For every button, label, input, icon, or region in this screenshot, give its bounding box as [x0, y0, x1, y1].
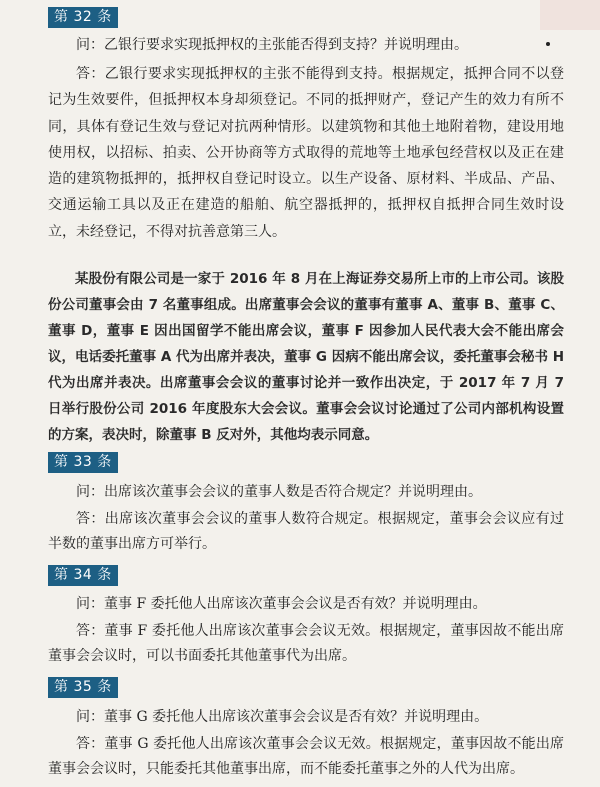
article-33-tag: 第 33 条	[48, 452, 118, 473]
article-34-question: 问：董事 F 委托他人出席该次董事会会议是否有效？并说明理由。	[76, 596, 487, 612]
article-32-question: 问：乙银行要求实现抵押权的主张能否得到支持？并说明理由。	[76, 37, 468, 53]
article-35-question: 问：董事 G 委托他人出席该次董事会会议是否有效？并说明理由。	[76, 709, 489, 725]
article-32-tag: 第 32 条	[48, 7, 118, 28]
article-35-answer: 答：董事 G 委托他人出席该次董事会会议无效。根据规定，董事因故不能出席董事会会议时，只能委托其他董事出席，而不能委托董事之外的人代为出席。	[48, 736, 564, 777]
article-32-answer: 答：乙银行要求实现抵押权的主张不能得到支持。根据规定，抵押合同不以登记为生效要件，但抵押权本身却须登记。不同的抵押财产，登记产生的效力有所不同，具体有登记生效与登记对抗两种情形。以建筑物和其他土地附着物，建设用地使用权，以招标、拍卖、公开协商等方式取得的荒地等土地承包经营权以及正在建造的建筑物抵押的，抵押权自登记时设立。以生产设备、原材料、半成品、产品、交通运输工具以及正在建造的船舶、航空器抵押的，抵押权自抵押合同生效时设立，未经登记，不得对抗善意第三人。	[48, 66, 564, 240]
article-34-tag: 第 34 条	[48, 565, 118, 586]
article-33-answer: 答：出席该次董事会会议的董事人数符合规定。根据规定，董事会会议应有过半数的董事出席方可举行。	[48, 511, 564, 552]
article-33-question: 问：出席该次董事会会议的董事人数是否符合规定？并说明理由。	[76, 484, 482, 500]
article-35-tag: 第 35 条	[48, 677, 118, 698]
background-smudge	[540, 0, 600, 30]
article-34-answer: 答：董事 F 委托他人出席该次董事会会议无效。根据规定，董事因故不能出席董事会会议时，可以书面委托其他董事代为出席。	[48, 623, 564, 664]
case-description: 某股份有限公司是一家于 2016 年 8 月在上海证券交易所上市的上市公司。该股份公司董事会由 7 名董事组成。出席董事会会议的董事有董事 A、董事 B、董事 C、董事 D，董事 E 因出国留学不能出席会议，董事 F 因参加人民代表大会不能出席会议，电话委托董事 A 代为出席并表决，董事 G 因病不能出席会议，委托董事会秘书 H 代为出席并表决。出席董事会会议的董事讨论并一致作出决定，于 2017 年 7 月 7 日举行股份公司 2016 年度股东大会会议。董事会会议讨论通过了公司内部机构设置的方案，表决时，除董事 B 反对外，其他均表示同意。	[48, 271, 564, 443]
